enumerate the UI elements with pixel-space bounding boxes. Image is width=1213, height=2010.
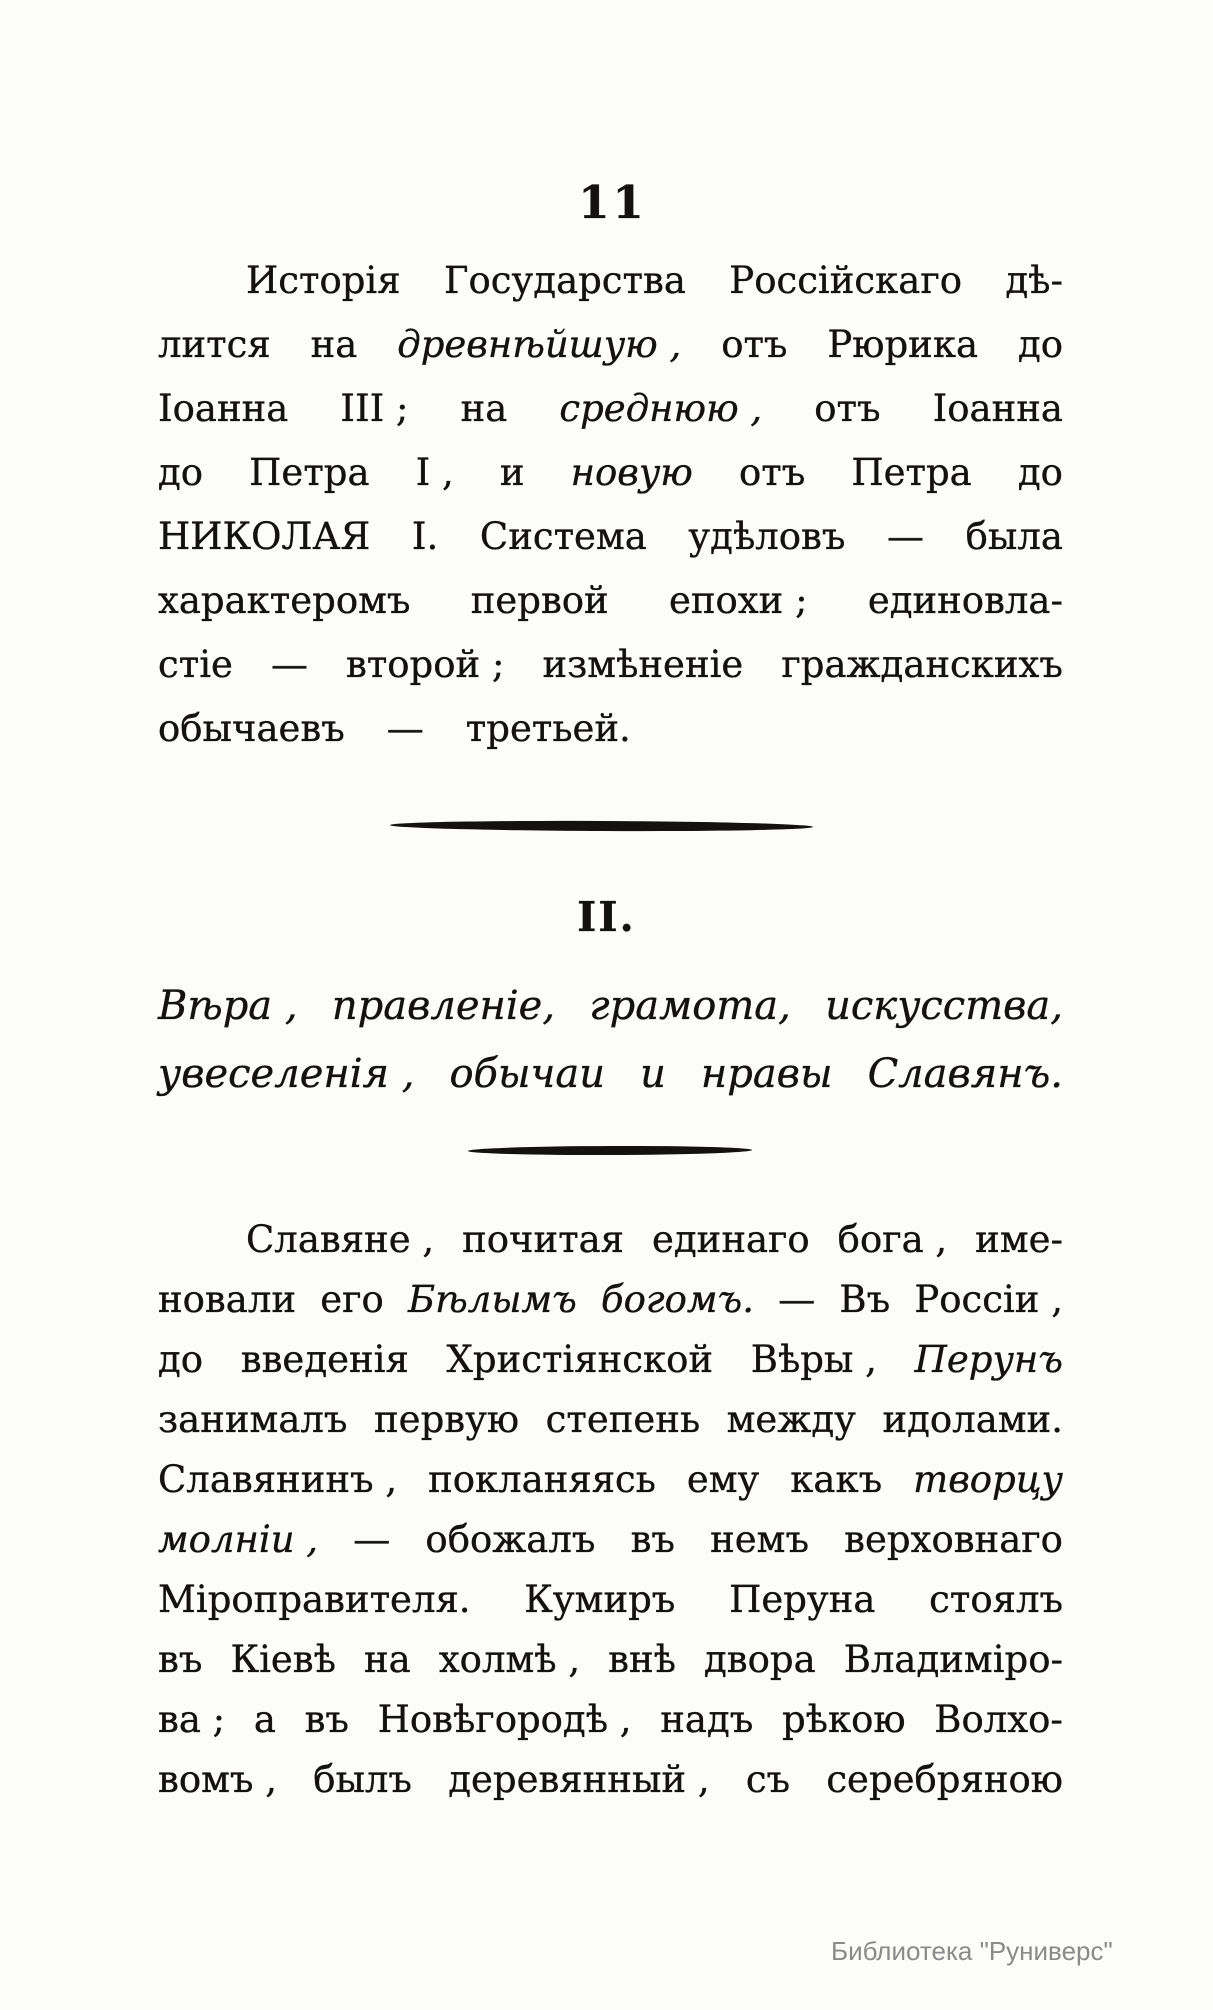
word: Кіевѣ — [230, 1637, 336, 1681]
word: ва ; — [158, 1697, 226, 1741]
word: Міроправителя. — [158, 1577, 471, 1621]
text-line — [158, 632, 1063, 696]
word: Славянинъ , — [158, 1457, 398, 1501]
text-line — [158, 312, 1063, 376]
text-line — [158, 1629, 1063, 1689]
word: Исторія — [246, 258, 401, 302]
text-line — [158, 248, 1063, 312]
word: епохи ; — [668, 578, 808, 622]
word: — — [353, 1517, 391, 1561]
word: холмѣ , — [438, 1637, 581, 1681]
word: молніи , — [158, 1517, 319, 1561]
word: почитая — [462, 1217, 625, 1261]
word: Бѣлымъ — [407, 1277, 577, 1321]
word: Христіянской — [446, 1337, 714, 1381]
word: до — [1017, 450, 1063, 494]
heading-divider-rule — [468, 1146, 752, 1156]
word: до — [1017, 322, 1063, 366]
word: искусства, — [825, 983, 1063, 1029]
text-line — [158, 1749, 1063, 1809]
word: второй ; — [345, 642, 505, 686]
chapter-heading — [158, 972, 1063, 1108]
word: характеромъ — [158, 578, 411, 622]
word: НИКОЛАЯ — [158, 514, 371, 558]
word: Волхо- — [934, 1697, 1063, 1741]
word: III ; — [340, 386, 409, 430]
text-line — [158, 1040, 1063, 1108]
library-watermark: Библиотека "Руниверс" — [831, 1936, 1113, 1966]
word: Государства — [444, 258, 686, 302]
word: рѣкою — [781, 1697, 906, 1741]
word: — — [386, 706, 424, 750]
word: немъ — [710, 1517, 809, 1561]
text-line — [158, 1509, 1063, 1569]
text-line — [158, 376, 1063, 440]
word: — — [778, 1277, 816, 1321]
word: до — [158, 450, 204, 494]
word: I , — [415, 450, 454, 494]
word: введенія — [240, 1337, 409, 1381]
text-line — [158, 1329, 1063, 1389]
word: Россійскаго — [729, 258, 962, 302]
word: какъ — [790, 1457, 883, 1501]
text-line — [158, 696, 1063, 760]
text-line — [158, 1269, 1063, 1329]
word: богомъ. — [601, 1277, 754, 1321]
word: Кумиръ — [524, 1577, 676, 1621]
word: Новѣгородѣ , — [377, 1697, 632, 1741]
word: отъ — [721, 322, 788, 366]
word: грамота, — [589, 983, 791, 1029]
text-line — [158, 972, 1063, 1040]
word: двора — [704, 1637, 816, 1681]
word: древнѣйшую , — [397, 322, 682, 366]
word: новали — [158, 1277, 296, 1321]
text-line — [158, 1569, 1063, 1629]
word: нравы — [700, 1051, 833, 1097]
text-line — [158, 504, 1063, 568]
word: измѣненіе — [542, 642, 744, 686]
word: степень — [545, 1397, 701, 1441]
word: съ — [745, 1757, 791, 1801]
word: первой — [470, 578, 609, 622]
word: отъ — [814, 386, 881, 430]
section-divider-rule — [390, 820, 813, 832]
word: Іоанна — [158, 386, 289, 430]
word: занималъ — [158, 1397, 348, 1441]
word: Вѣры , — [750, 1337, 877, 1381]
text-line — [158, 1449, 1063, 1509]
word: деревянный , — [448, 1757, 710, 1801]
word: Петра — [851, 450, 972, 494]
text-line — [158, 440, 1063, 504]
word: покланяясь — [428, 1457, 656, 1501]
word: Петра — [249, 450, 370, 494]
word: гражданскихъ — [781, 642, 1063, 686]
word: внѣ — [608, 1637, 676, 1681]
word: обычаевъ — [158, 706, 345, 750]
word: обычаи — [449, 1051, 606, 1097]
word: его — [320, 1277, 384, 1321]
word: лится — [158, 322, 271, 366]
word: среднюю , — [559, 386, 763, 430]
section-numeral: II. — [577, 893, 636, 941]
paragraph-history-periods — [158, 248, 1063, 760]
word: Въ — [839, 1277, 891, 1321]
word: дѣ- — [1005, 258, 1063, 302]
text-line — [158, 1689, 1063, 1749]
word: ему — [686, 1457, 760, 1501]
word: былъ — [313, 1757, 412, 1801]
word: на — [364, 1637, 411, 1681]
word: Рюрика — [827, 322, 979, 366]
word: на — [460, 386, 508, 430]
word: между — [726, 1397, 856, 1441]
word: Россіи , — [914, 1277, 1063, 1321]
word: надъ — [660, 1697, 754, 1741]
text-line — [158, 568, 1063, 632]
word: Система — [479, 514, 647, 558]
word: единаго — [651, 1217, 810, 1261]
word: — — [887, 514, 925, 558]
text-line — [158, 1209, 1063, 1269]
word: творцу — [913, 1457, 1063, 1501]
word: Вѣра , — [158, 983, 298, 1029]
page-number: 11 — [578, 176, 647, 229]
word: новую — [570, 450, 693, 494]
word: увеселенія , — [158, 1051, 415, 1097]
word: правленіе, — [331, 983, 556, 1029]
word: первую — [374, 1397, 520, 1441]
paragraph-slavic-faith — [158, 1209, 1063, 1809]
word: Іоанна — [932, 386, 1063, 430]
word: и — [640, 1051, 666, 1097]
word: въ — [158, 1637, 203, 1681]
word: въ — [630, 1517, 675, 1561]
word: Владиміро- — [843, 1637, 1063, 1681]
word: на — [310, 322, 358, 366]
text-line — [158, 1389, 1063, 1449]
word: Перунъ — [914, 1337, 1063, 1381]
word: бога , — [837, 1217, 948, 1261]
word: а — [253, 1697, 276, 1741]
word: Славяне , — [246, 1217, 435, 1261]
word: вомъ , — [158, 1757, 277, 1801]
word: верховнаго — [844, 1517, 1063, 1561]
word: Славянъ. — [867, 1051, 1063, 1097]
word: была — [965, 514, 1063, 558]
word: въ — [304, 1697, 349, 1741]
word: стіе — [158, 642, 233, 686]
word: идолами. — [882, 1397, 1063, 1441]
word: отъ — [738, 450, 806, 494]
word: удѣловъ — [688, 514, 846, 558]
word: стоялъ — [929, 1577, 1063, 1621]
word: Перуна — [729, 1577, 876, 1621]
word: третьей. — [465, 706, 631, 750]
word: и — [499, 450, 525, 494]
word: I. — [411, 514, 439, 558]
word: — — [270, 642, 308, 686]
word: име- — [975, 1217, 1063, 1261]
word: единовла- — [867, 578, 1063, 622]
word: до — [158, 1337, 204, 1381]
word: серебряною — [826, 1757, 1063, 1801]
word: обожалъ — [425, 1517, 596, 1561]
